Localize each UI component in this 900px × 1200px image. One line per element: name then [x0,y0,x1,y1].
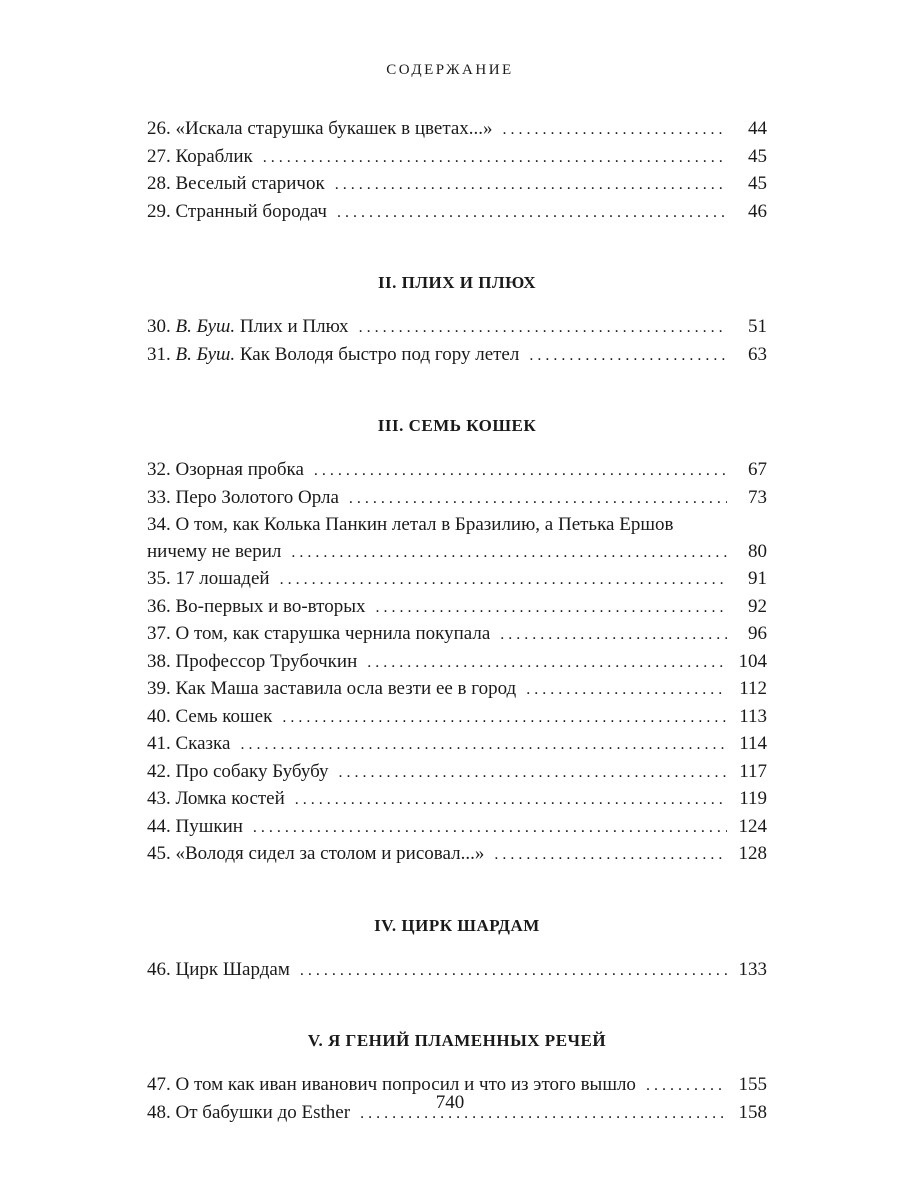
entry-page: 73 [748,486,767,508]
toc-entry [147,116,767,144]
dot-leader [526,677,727,704]
dot-leader [300,958,727,985]
entry-page: 117 [739,760,767,782]
entry-page: 45 [748,173,767,194]
entry-page: 113 [739,705,767,727]
entry-page: 119 [739,788,767,809]
entry-page: 124 [738,815,767,837]
entry-page: 112 [739,678,767,699]
entry-title: 36. Во-первых и во-вторых [147,595,366,617]
entry-title: 26. «Искала старушка букашек в цветах...» [147,118,493,139]
toc-entry [147,314,767,342]
toc-entry [147,171,767,199]
entry-title: 45. «Володя сидел за столом и рисовал...» [147,843,485,864]
toc-entry [147,957,767,985]
entry-page: 158 [738,1101,767,1123]
entry-title: 47. О том как иван иванович попросил и что из этого вышло [147,1074,636,1095]
dot-leader [240,732,727,759]
entry-page: 91 [748,568,767,589]
entry-title: 48. От бабушки до Esther [147,1101,351,1123]
dot-leader [529,343,727,370]
toc-entry [147,649,767,677]
entry-title: 37. О том, как старушка чернила покупала [147,623,491,644]
dot-leader [349,486,727,513]
entry-title: 40. Семь кошек [147,705,273,727]
entry-page: 92 [748,595,767,617]
entry-page: 104 [738,650,767,672]
toc-entry [147,704,767,732]
entry-title: 35. 17 лошадей [147,568,270,589]
toc-entry [147,594,767,622]
toc-entry [147,731,767,759]
toc-entry [147,342,767,370]
entry-page: 46 [748,200,767,222]
entry-name: Как Володя быстро под гору летел [239,343,520,365]
dot-leader [295,787,727,814]
entry-page: 155 [738,1074,767,1095]
entry-number: 30. [147,316,171,337]
entry-title: 41. Сказка [147,733,231,754]
entry-page: 63 [748,343,767,365]
toc-entry [147,539,767,567]
entry-title: 38. Профессор Трубочкин [147,650,358,672]
toc-entry [147,566,767,594]
entry-title: 44. Пушкин [147,815,243,837]
dot-leader [253,815,727,842]
toc-entry [147,841,767,869]
section-heading: IV. ЦИРК ШАРДАМ [374,915,540,935]
dot-leader [367,650,727,677]
dot-leader [337,200,727,227]
toc-entry [147,814,767,842]
entry-author: В. Буш. [175,316,236,337]
entry-title-line-2: ничему не верил [147,540,282,562]
dot-leader [282,705,727,732]
toc-entry [147,621,767,649]
entry-title: 29. Странный бородач [147,200,327,222]
entry-title: 32. Озорная пробка [147,459,304,480]
entry-title: 28. Веселый старичок [147,173,325,194]
dot-leader [291,540,727,567]
page-number: 740 [435,1092,465,1113]
entry-title [147,342,519,369]
entry-page: 51 [748,316,767,337]
section-heading: III. СЕМЬ КОШЕК [377,416,537,435]
toc-entry [147,676,767,704]
running-head: СОДЕРЖАНИЕ [386,62,514,78]
dot-leader [359,315,727,342]
dot-leader [335,172,727,199]
entry-number: 31. [147,343,171,365]
entry-name: Плих и Плюх [239,316,349,337]
entry-page: 114 [739,733,767,754]
entry-page: 80 [748,540,767,562]
dot-leader [500,622,727,649]
entry-page: 67 [748,459,767,480]
entry-title: 46. Цирк Шардам [147,958,290,980]
entry-title: 42. Про собаку Бубубу [147,760,329,782]
entry-page: 133 [738,958,767,980]
table-of-contents [147,116,767,1127]
dot-leader [280,567,727,594]
toc-group-top [147,116,767,226]
entry-page: 128 [738,843,767,864]
toc-entry [147,759,767,787]
dot-leader [376,595,728,622]
toc-entry [147,457,767,485]
dot-leader [314,458,727,485]
entry-title [147,314,349,341]
entry-title: 33. Перо Золотого Орла [147,486,339,508]
toc-entry [147,485,767,513]
entry-title: 27. Кораблик [147,145,253,167]
dot-leader [494,842,727,869]
toc-entry-multiline [147,512,767,566]
entry-page: 44 [748,118,767,139]
entry-page: 96 [748,623,767,644]
toc-entry [147,144,767,172]
entry-author: В. Буш. [175,343,236,365]
toc-entry [147,199,767,227]
toc-entry [147,786,767,814]
entry-page: 45 [748,145,767,167]
entry-title: 39. Как Маша заставила осла везти ее в город [147,678,517,699]
entry-title: 43. Ломка костей [147,788,285,809]
section-heading: V. Я ГЕНИЙ ПЛАМЕННЫХ РЕЧЕЙ [307,1031,607,1050]
dot-leader [339,760,727,787]
entry-title-line-1: 34. О том, как Колька Панкин летал в Бразилию, а Петька Ершов [147,514,674,535]
section-heading: II. ПЛИХ И ПЛЮХ [377,273,537,292]
dot-leader [263,145,727,172]
dot-leader [503,117,727,144]
